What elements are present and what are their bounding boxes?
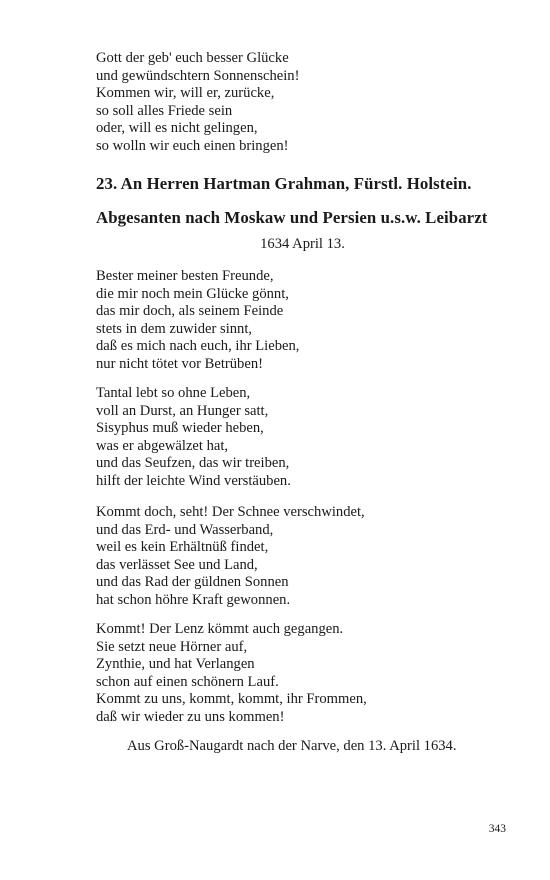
verse-line: hilft der leichte Wind verstäuben.	[96, 472, 291, 489]
verse-line: Kommt doch, seht! Der Schnee verschwindet,	[96, 504, 365, 520]
verse-line: Kommt zu uns, kommt, kommt, ihr Frommen,	[96, 691, 367, 708]
verse-line: so soll alles Friede sein	[96, 102, 233, 119]
verse-line: und das Rad der güldnen Sonnen	[96, 574, 289, 591]
verse-line: das mir doch, als seinem Feinde	[96, 303, 284, 320]
verse-line: so wolln wir euch einen bringen!	[96, 137, 289, 154]
verse-line: weil es kein Erhältnüß findet,	[96, 539, 269, 556]
verse-line: voll an Durst, an Hunger satt,	[96, 402, 269, 419]
stanza-previous-poem-end	[96, 50, 299, 156]
verse-line: Gott der geb' euch besser Glücke	[96, 50, 289, 66]
verse-line: das verlässet See und Land,	[96, 556, 258, 573]
verse-line: Kommen wir, will er, zurücke,	[96, 85, 275, 102]
poem-date: 1634 April 13.	[260, 236, 345, 252]
verse-line: und das Erd- und Wasserband,	[96, 521, 274, 538]
verse-line: Bester meiner besten Freunde,	[96, 268, 274, 284]
verse-line: was er abgewälzet hat,	[96, 437, 229, 454]
page-number: 343	[488, 823, 506, 835]
poem-title-line-1: 23. An Herren Hartman Grahman, Fürstl. Holstein.	[96, 174, 472, 193]
stanza-1	[96, 268, 299, 374]
stanza-2	[96, 385, 291, 491]
verse-line: hat schon höhre Kraft gewonnen.	[96, 591, 291, 608]
verse-line: Sie setzt neue Hörner auf,	[96, 638, 248, 655]
closing-dateline: Aus Groß-Naugardt nach der Narve, den 13. April 1634.	[127, 738, 457, 754]
verse-line: die mir noch mein Glücke gönnt,	[96, 285, 289, 302]
poem-title-line-2: Abgesanten nach Moskaw und Persien u.s.w. Leibarzt	[96, 208, 488, 227]
stanza-3	[96, 504, 365, 610]
verse-line: und gewündschtern Sonnenschein!	[96, 67, 300, 84]
verse-line: Tantal lebt so ohne Leben,	[96, 385, 251, 401]
verse-line: Kommt! Der Lenz kömmt auch gegangen.	[96, 621, 344, 637]
verse-line: daß es mich nach euch, ihr Lieben,	[96, 338, 300, 355]
stanza-4	[96, 621, 367, 727]
verse-line: Zynthie, und hat Verlangen	[96, 656, 255, 673]
verse-line: nur nicht tötet vor Betrüben!	[96, 355, 263, 372]
verse-line: oder, will es nicht gelingen,	[96, 120, 258, 137]
verse-line: und das Seufzen, das wir treiben,	[96, 455, 290, 472]
verse-line: stets in dem zuwider sinnt,	[96, 320, 253, 337]
verse-line: daß wir wieder zu uns kommen!	[96, 708, 285, 725]
verse-line: Sisyphus muß wieder heben,	[96, 420, 264, 437]
verse-line: schon auf einen schönern Lauf.	[96, 673, 279, 690]
